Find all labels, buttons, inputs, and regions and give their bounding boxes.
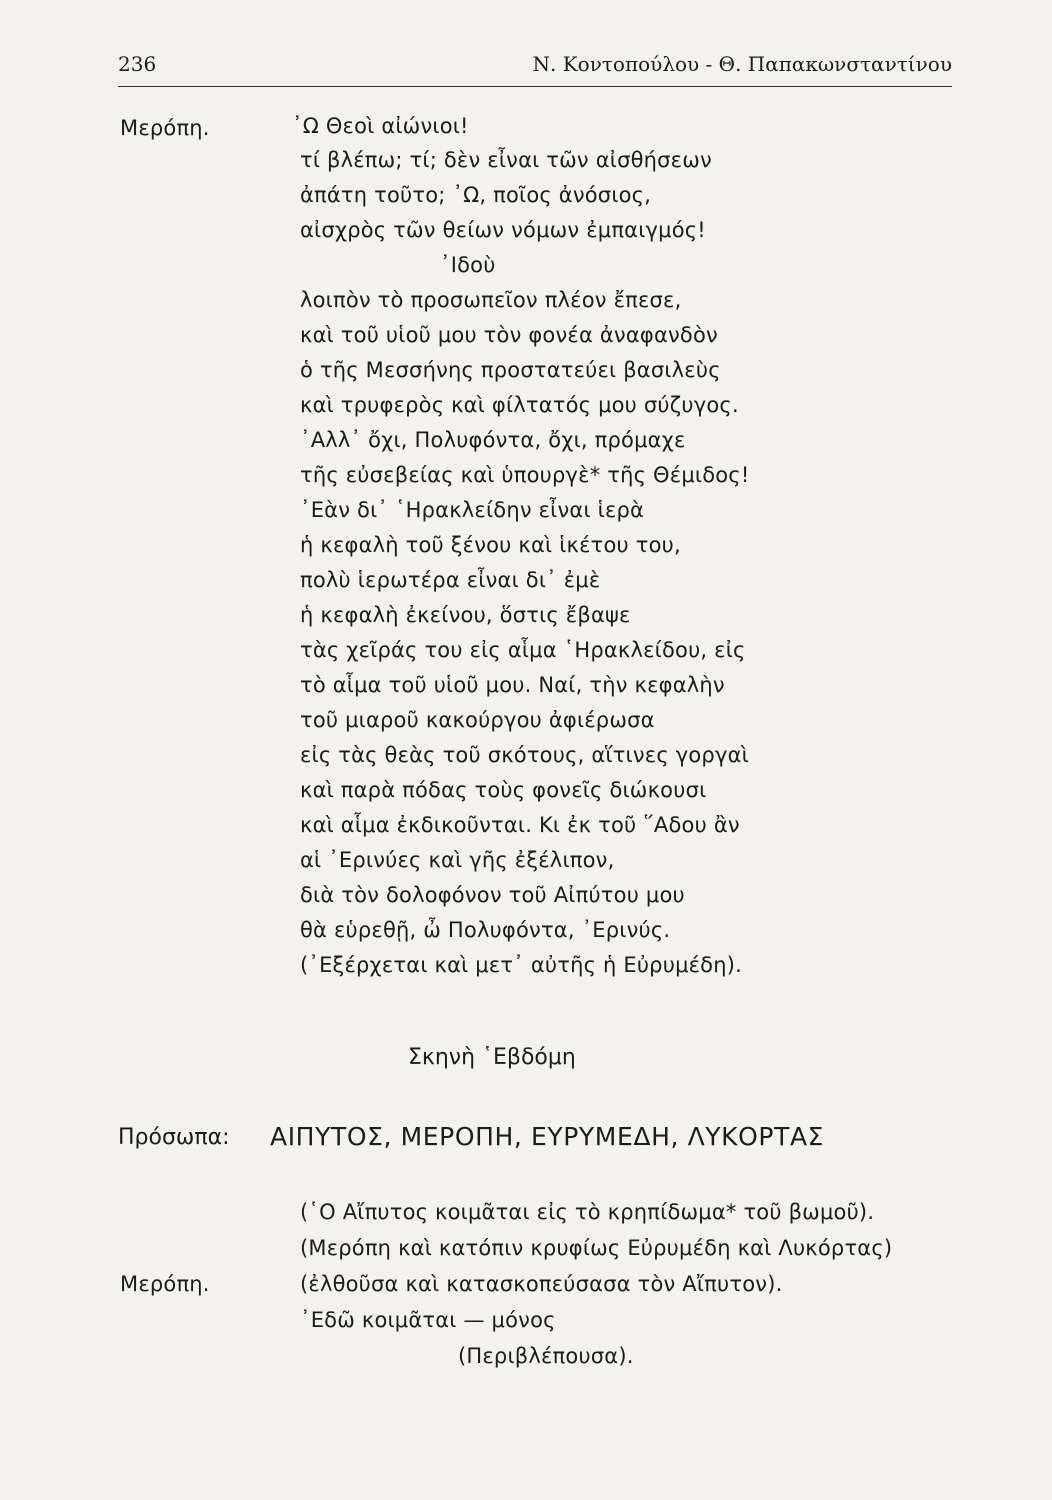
speaker-label: Μερόπη. [120, 116, 210, 140]
running-head-authors: Ν. Κοντοπούλου - Θ. Παπακωνσταντίνου [532, 52, 952, 76]
verse-line: καὶ τοῦ υἱοῦ μου τὸν φονέα ἀναφανδὸν [300, 323, 718, 347]
verse-line: θὰ εὑρεθῇ, ὦ Πολυφόντα, ᾿Ερινύς. [300, 918, 671, 942]
verse-line: ᾿Ω Θεοὶ αἰώνιοι! [292, 114, 469, 138]
verse-line: καὶ τρυφερὸς καὶ φίλτατός μου σύζυγος. [300, 393, 739, 417]
verse-line: τὰς χεῖράς του εἰς αἷμα ῾Ηρακλείδου, εἰς [300, 638, 746, 662]
verse-line: ᾿Αλλ᾿ ὄχι, Πολυφόντα, ὄχι, πρόμαχε [300, 428, 686, 452]
stage-direction: (Περιβλέπουσα). [458, 1344, 634, 1368]
verse-line: ἀπάτη τοῦτο; ᾿Ω, ποῖος ἀνόσιος, [300, 183, 652, 207]
stage-direction: (ἐλθοῦσα καὶ κατασκοπεύσασα τὸν Αἴπυτον). [300, 1272, 783, 1296]
verse-line: ἡ κεφαλὴ ἐκείνου, ὅστις ἔβαψε [300, 603, 631, 627]
verse-line: ἡ κεφαλὴ τοῦ ξένου καὶ ἱκέτου του, [300, 533, 681, 557]
verse-line: καὶ αἷμα ἐκδικοῦνται. Κι ἐκ τοῦ ῞Αδου ἂν [300, 813, 740, 837]
verse-line: αἰσχρὸς τῶν θείων νόμων ἐμπαιγμός! [300, 218, 706, 242]
scene-title: Σκηνὴ ῾Εβδόμη [408, 1045, 576, 1070]
verse-line: ᾿Εδῶ κοιμᾶται — μόνος [300, 1308, 556, 1332]
verse-line: τοῦ μιαροῦ κακούργου ἀφιέρωσα [300, 708, 655, 732]
verse-line: καὶ παρὰ πόδας τοὺς φονεῖς διώκουσι [300, 778, 707, 802]
persons-list: ΑΙΠΥΤΟΣ, ΜΕΡΟΠΗ, ΕΥΡΥΜΕΔΗ, ΛΥΚΟΡΤΑΣ [270, 1122, 825, 1151]
verse-line: τῆς εὐσεβείας καὶ ὑπουργὲ* τῆς Θέμιδος! [300, 463, 750, 487]
persons-label: Πρόσωπα: [118, 1125, 230, 1150]
page-header [118, 52, 952, 82]
verse-line: ὁ τῆς Μεσσήνης προστατεύει βασιλεὺς [300, 358, 721, 382]
page-number: 236 [118, 52, 157, 76]
verse-line: εἰς τὰς θεὰς τοῦ σκότους, αἵτινες γοργαὶ [300, 743, 749, 767]
verse-line: ᾿Ιδοὺ [440, 253, 496, 277]
verse-line: τὸ αἷμα τοῦ υἱοῦ μου. Ναί, τὴν κεφαλὴν [300, 673, 725, 697]
verse-line: αἱ ᾿Ερινύες καὶ γῆς ἐξέλιπον, [300, 848, 615, 872]
verse-line: ᾿Εὰν δι᾿ ῾Ηρακλείδην εἶναι ἱερὰ [300, 498, 645, 522]
speaker-label: Μερόπη. [120, 1272, 210, 1296]
verse-line: διὰ τὸν δολοφόνον τοῦ Αἰπύτου μου [300, 883, 685, 907]
verse-line: τί βλέπω; τί; δὲν εἶναι τῶν αἰσθήσεων [300, 148, 712, 172]
verse-line: λοιπὸν τὸ προσωπεῖον πλέον ἔπεσε, [300, 288, 682, 312]
stage-direction: (᾿Εξέρχεται καὶ μετ᾿ αὐτῆς ἡ Εὐρυμέδη). [300, 953, 743, 977]
stage-direction: (Μερόπη καὶ κατόπιν κρυφίως Εὐρυμέδη καὶ Λυκόρτας) [300, 1236, 893, 1260]
verse-line: πολὺ ἱερωτέρα εἶναι δι᾿ ἐμὲ [300, 568, 601, 592]
stage-direction: (῾Ο Αἴπυτος κοιμᾶται εἰς τὸ κρηπίδωμα* τοῦ βωμοῦ). [300, 1200, 875, 1224]
header-rule [118, 86, 952, 87]
